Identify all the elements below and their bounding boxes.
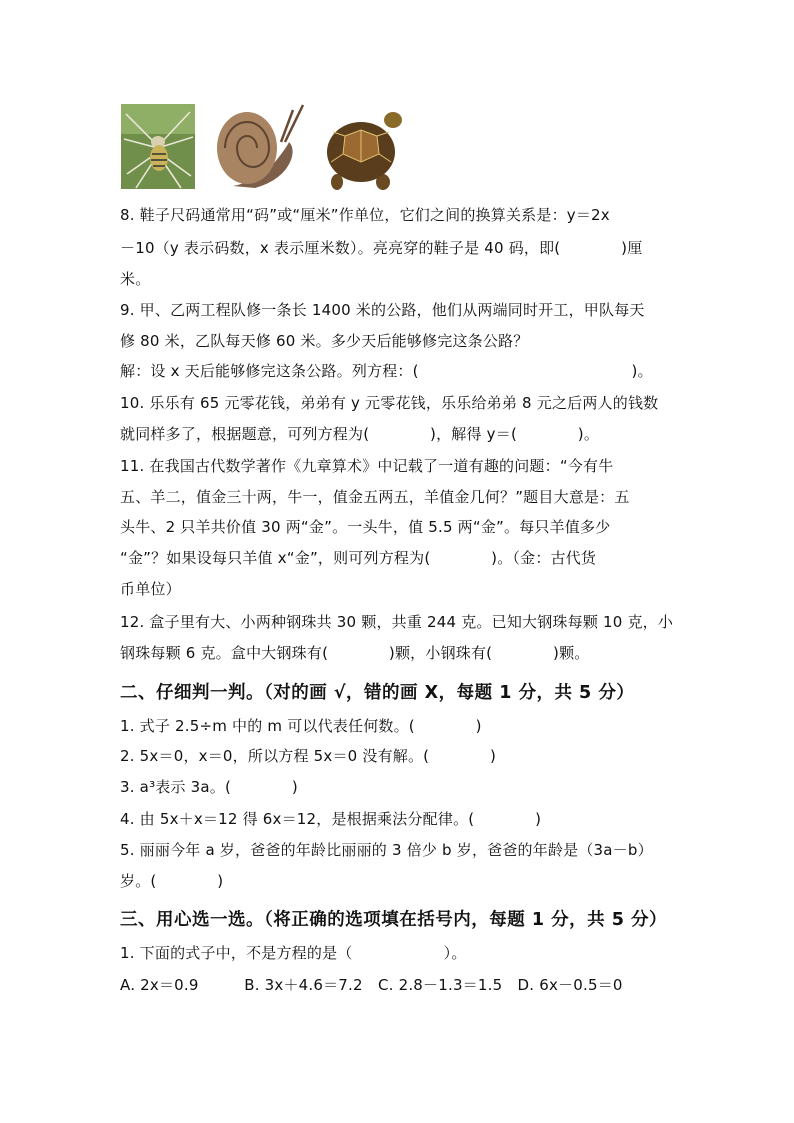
snail-photo xyxy=(215,102,305,190)
q12-line-1: 12. 盒子里有大、小两种钢珠共 30 颗，共重 244 克。已知大钢珠每颗 10 克，小 xyxy=(120,613,674,631)
q12-line-2: 钢珠每颗 6 克。盒中大钢珠有( )颗，小钢珠有( )颗。 xyxy=(120,644,590,662)
q9-line-2: 修 80 米，乙队每天修 60 米。多少天后能够修完这条公路？ xyxy=(120,332,529,350)
q11-line-5: 币单位） xyxy=(120,580,181,598)
judge-5-line-1: 5. 丽丽今年 a 岁，爸爸的年龄比丽丽的 3 倍少 b 岁，爸爸的年龄是（3a－b） xyxy=(120,841,653,859)
q10-line-2: 就同样多了，根据题意，可列方程为( )，解得 y＝( )。 xyxy=(120,425,600,443)
q11-line-2: 五、羊二，值金三十两，牛一，值金五两五，羊值金几何？”题目大意是：五 xyxy=(120,488,630,506)
q8-line-2: －10（y 表示码数，x 表示厘米数）。亮亮穿的鞋子是 40 码，即( )厘 xyxy=(120,239,643,257)
q9-line-1: 9. 甲、乙两工程队修一条长 1400 米的公路，他们从两端同时开工，甲队每天 xyxy=(120,301,645,319)
q9-line-3: 解：设 x 天后能够修完这条公路。列方程：( )。 xyxy=(120,362,653,380)
judge-3: 3. a³表示 3a。( ) xyxy=(120,778,298,796)
q11-line-3: 头牛、2 只羊共价值 30 两“金”。一头牛，值 5.5 两“金”。每只羊值多少 xyxy=(120,518,611,536)
turtle-photo xyxy=(323,106,407,191)
judge-1: 1. 式子 2.5÷m 中的 m 可以代表任何数。( ) xyxy=(120,717,482,735)
q11-line-4: “金”？如果设每只羊值 x“金”，则可列方程为( )。（金：古代货 xyxy=(120,549,597,567)
choice-1: 1. 下面的式子中，不是方程的是（ ）。 xyxy=(120,944,467,962)
q8-line-1: 8. 鞋子尺码通常用“码”或“厘米”作单位，它们之间的换算关系是：y＝2x xyxy=(120,206,610,224)
judge-2: 2. 5x＝0，x＝0，所以方程 5x＝0 没有解。( ) xyxy=(120,747,497,765)
judge-4: 4. 由 5x＋x＝12 得 6x＝12，是根据乘法分配律。( ) xyxy=(120,810,542,828)
section-2-heading: 二、仔细判一判。（对的画 √，错的画 X，每题 1 分，共 5 分） xyxy=(120,683,635,703)
spider-photo xyxy=(121,104,195,189)
judge-5-line-2: 岁。( ) xyxy=(120,872,224,890)
q10-line-1: 10. 乐乐有 65 元零花钱，弟弟有 y 元零花钱，乐乐给弟弟 8 元之后两人的钱数 xyxy=(120,394,659,412)
q8-line-3: 米。 xyxy=(120,270,151,288)
q11-line-1: 11. 在我国古代数学著作《九章算术》中记载了一道有趣的问题：“今有牛 xyxy=(120,457,614,475)
section-3-heading: 三、用心选一选。（将正确的选项填在括号内，每题 1 分，共 5 分） xyxy=(120,910,667,930)
choice-1-options: A. 2x＝0.9 B. 3x＋4.6＝7.2 C. 2.8－1.3＝1.5 D. 6x－0.5＝0 xyxy=(120,976,623,994)
